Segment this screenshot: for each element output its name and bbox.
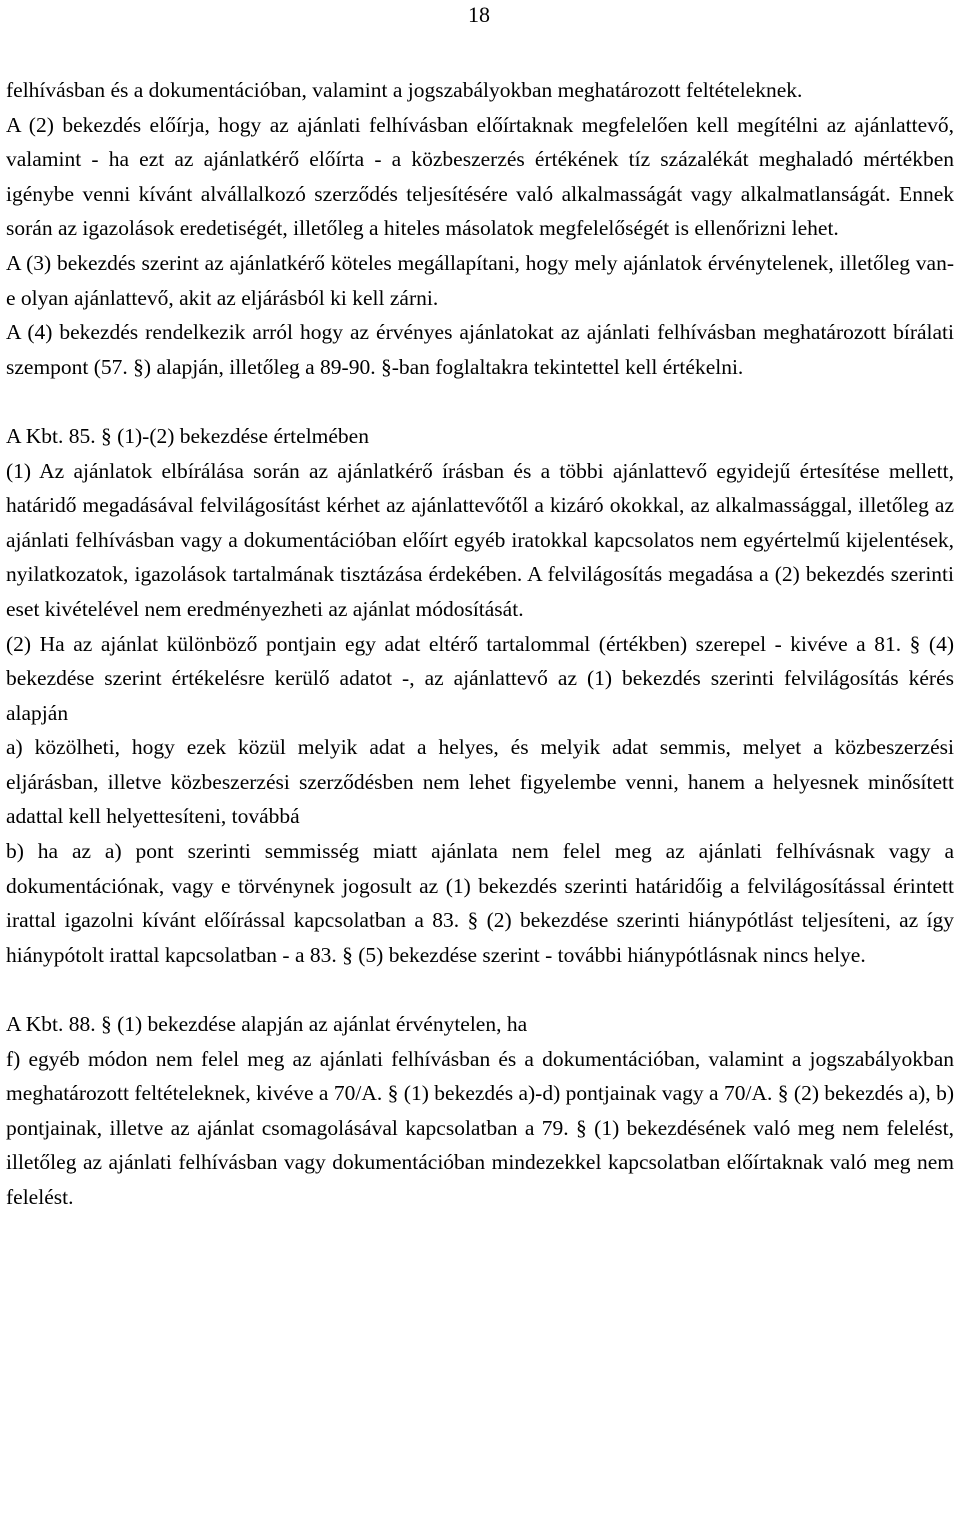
paragraph-section-3: A (3) bekezdés szerint az ajánlatkérő köteles megállapítani, hogy mely ajánlatok érvénytelenek, illetőleg van-e olyan ajánlattevő, akit az eljárásból ki kell zárni.: [6, 250, 954, 310]
page-number: 18: [468, 2, 490, 27]
paragraph-kbt-88-f: f) egyéb módon nem felel meg az ajánlati felhívásban és a dokumentációban, valamint a jogszabályokban meghatározott feltételeknek, kivéve a 70/A. § (1) bekezdés a)-d) pontjainak vagy a 70/A. § (2) bekezdés a), b) pontjainak, illetve az ajánlat csomagolásával kapcsolatban a 79. § (1) bekezdésének való meg nem felelést, illetőleg az ajánlati felhívásban vagy dokumentációban mindezekkel kapcsolatban előírtaknak való meg nem felelést.: [6, 1046, 954, 1209]
paragraph-kbt-85-2: (2) Ha az ajánlat különböző pontjain egy adat eltérő tartalommal (értékben) szerepel - kivéve a 81. § (4) bekezdése szerint értékelésre kerülő adatot -, az ajánlattevő az (1) bekezdés szerinti felvilágosítás kérés alapján: [6, 631, 954, 725]
paragraph-gap: [6, 384, 954, 419]
paragraph-kbt-85-heading: A Kbt. 85. § (1)-(2) bekezdése értelmében: [6, 423, 369, 448]
paragraph-continuation: felhívásban és a dokumentációban, valamint a jogszabályokban meghatározott feltételeknek.: [6, 78, 803, 102]
paragraph-kbt-88-heading: A Kbt. 88. § (1) bekezdése alapján az ajánlat érvénytelen, ha: [6, 1012, 528, 1037]
paragraph-section-2: A (2) bekezdés előírja, hogy az ajánlati felhívásban előírtaknak megfelelően kell megítélni az ajánlattevő, valamint - ha ezt az ajánlatkérő előírta - a közbeszerzés értékének tíz százalékát meghaladó mértékben igénybe venni kívánt alvállalkozó szerződés teljesítésére való alkalmasságát vagy alkalmatlanságát. Ennek során az igazolások eredetiségét, illetőleg a hiteles másolatok megfelelőségét is ellenőrizni lehet.: [6, 112, 954, 241]
document-body: [6, 73, 954, 1215]
paragraph-gap: [6, 972, 954, 1007]
paragraph-kbt-85-1: (1) Az ajánlatok elbírálása során az ajánlatkérő írásban és a többi ajánlattevő egyidejű értesítése mellett, határidő megadásával felvilágosítást kérhet az ajánlattevőtől a kizáró okokkal, az alkalmassággal, illetőleg az ajánlati felhívásban vagy a dokumentációban előírt egyéb iratokkal kapcsolatos nem egyértelmű kijelentések, nyilatkozatok, igazolások tartalmának tisztázása érdekében. A felvilágosítás megadása a (2) bekezdés szerinti eset kivételével nem eredményezheti az ajánlat módosítását.: [6, 458, 954, 621]
paragraph-kbt-85-2-a: a) közölheti, hogy ezek közül melyik adat a helyes, és melyik adat semmis, melyet a közbeszerzési eljárásban, illetve közbeszerzési szerződésben nem lehet figyelembe venni, hanem a helyesnek minősített adattal kell helyettesíteni, továbbá: [6, 735, 954, 829]
paragraph-section-4: A (4) bekezdés rendelkezik arról hogy az érvényes ajánlatokat az ajánlati felhívásban meghatározott bírálati szempont (57. §) alapján, illetőleg a 89-90. §-ban foglaltakra tekintettel kell értékelni.: [6, 320, 954, 379]
paragraph-kbt-85-2-b: b) ha az a) pont szerinti semmisség miatt ajánlata nem felel meg az ajánlati felhívásnak vagy a dokumentációnak, vagy e törvénynek jogosult az (1) bekezdés szerinti határidőig a felvilágosítással érintett irattal igazolni kívánt előírással kapcsolatban a 83. § (2) bekezdése szerinti hiánypótlást teljesíteni, az így hiánypótolt irattal kapcsolatban - a 83. § (5) bekezdése szerint - további hiánypótlásnak nincs helye.: [6, 839, 954, 967]
